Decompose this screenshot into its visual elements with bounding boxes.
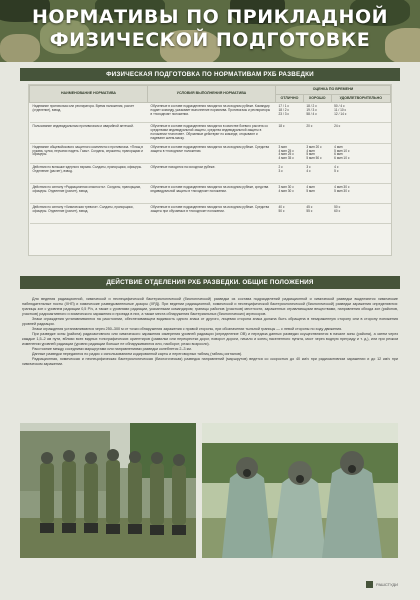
cell-excellent: 3 мин 4 мин 25 с 4 мин 25 с 4 мин 35 с <box>276 143 304 164</box>
photo-soldiers-in-gas-masks <box>20 423 196 558</box>
brand-name: РАШСТУДИ <box>376 582 398 587</box>
cell-name: Надевание общевойскового защитного комплекта и противогаза. «Плащ в рукава, чулки, перчатки надеть. Газы». Солдаты, сержанты, прапорщики и офицеры. <box>30 143 148 164</box>
section-title-general: ДЕЙСТВИЕ ОТДЕЛЕНИЯ РХБ РАЗВЕДКИ. ОБЩИЕ ПОЛОЖЕНИЯ <box>20 276 400 289</box>
table-row <box>30 143 391 164</box>
photo-soldiers-in-protective-suits <box>202 423 398 558</box>
col-header-grade-group: ОЦЕНКА ПО ВРЕМЕНИ <box>276 86 391 95</box>
table-row <box>30 103 391 123</box>
cell-satisfactory: 24 с <box>331 123 390 144</box>
paragraph: Знаки ограждения устанавливаются на расстоянии, обеспечивающем видимость одного знака от другого, лицевая сторона знака должна быть обращена в незараженную сторону или в сторону понижения уровней радиации. <box>22 317 398 326</box>
table-row <box>30 123 391 144</box>
cell-good: 4 мин 5 мин <box>303 184 331 204</box>
cell-excellent: 40 с 50 с <box>276 204 304 224</box>
cell-good: 3 мин 20 с 4 мин 5 мин 5 мин 50 с <box>303 143 331 164</box>
col-header-excellent: ОТЛИЧНО <box>276 95 304 103</box>
paragraph: Радиационная, химическая и неспецифическая бактериологическая (биологическая) разведка направлений (маршрутов) ведется со скоростью до 40 км/ч при радиоактивном заражении и до 12 км/ч при химическом заражении. <box>22 357 398 366</box>
page-title <box>0 6 420 52</box>
brand-logo <box>366 581 398 588</box>
cell-conditions: Обученные в составе подразделения находятся на исходном рубеже. Командир подает команду, указывает выполнение норматива. Противогазы и респираторы в «походном» положении. <box>148 103 276 123</box>
cell-conditions: Обученные в составе подразделения находятся на исходном рубеже. Средства защиты при обучаемых в «походном» положении. <box>148 204 276 224</box>
cell-conditions: Обученные находятся на исходном рубеже. <box>148 164 276 184</box>
cell-good: 3 с 4 с <box>303 164 331 184</box>
cell-satisfactory: 50 с 60 с <box>331 204 390 224</box>
standards-table <box>28 84 392 256</box>
standards-table-grid <box>29 85 391 224</box>
paragraph: Расстояние между соседними маршрутами или направлениями разведки колеблется 2–3 км. <box>32 347 192 351</box>
cell-good: 18 / 2 с 19 / 3 с 58 / 4 с <box>303 103 331 123</box>
cell-satisfactory: 4 с 5 с <box>331 164 390 184</box>
cell-satisfactory: 50 / 4 с 11 / 10 с 12 / 14 с <box>331 103 390 123</box>
cell-name: Действия по сигналу «Радиационная опасность». Солдаты, прапорщики, офицеры. Отделение (расчет), взвод. <box>30 184 148 204</box>
cell-good: 20 с <box>303 123 331 144</box>
cell-good: 45 с 55 с <box>303 204 331 224</box>
paragraph: Знаки ограждения устанавливаются через 250–300 м от точки обнаружения заражения с правой стороны, при обозначении тыльной границы — с левой стороны по ходу движения. <box>32 327 343 331</box>
cell-name: Надевание противогаза или респиратора. Время наложения, расчет (отделение), взвод. <box>30 103 148 123</box>
cell-name: Действия по вспышке ядерного взрыва. Солдаты, прапорщики, офицеры. Отделение (расчет), взвод. <box>30 164 148 184</box>
logo-icon <box>366 581 373 588</box>
cell-excellent: 17 / 1 с 18 / 2 с 23 / 3 с <box>276 103 304 123</box>
section-title-standards: ФИЗИЧЕСКАЯ ПОДГОТОВКА ПО НОРМАТИВАМ РХБ РАЗВЕДКИ <box>20 68 400 81</box>
title-line-1: НОРМАТИВЫ ПО ПРИКЛАДНОЙ <box>31 6 389 28</box>
col-header-good: ХОРОШО <box>303 95 331 103</box>
cell-satisfactory: 4 мин 5 мин 10 с 6 мин 6 мин 10 с <box>331 143 390 164</box>
cell-excellent: 3 мин 30 с 4 мин 30 с <box>276 184 304 204</box>
paragraph: Данные разведки передаются по радио с использованием кодированной карты и переговорных таблиц (таблиц сигналов). <box>32 352 243 356</box>
table-row <box>30 204 391 224</box>
photo-soldiers-illustration <box>20 423 196 558</box>
table-row <box>30 164 391 184</box>
table-row <box>30 184 391 204</box>
title-line-2: ФИЗИЧЕСКОЙ ПОДГОТОВКЕ <box>49 29 371 51</box>
cell-conditions: Обученные в составе подразделения находятся в качестве боевого расчета со средствами индивидуальной защиты, средства индивидуальной защиты в положении «наготове». Обучаемые действуют по команде, открывают и надевают шлем-маску. <box>148 123 276 144</box>
paragraph: Для ведения радиационной, химической и неспецифической бактериологической (биологической) разведки из состава подразделений радиационной и химической разведки выделяются химические наблюдательные посты (ХНП) и химические разведывательные дозоры (ХРД). При ведении радиационной, химической и неспецифической бактериологической (биологической) разведки заражения определяются: границы зон с уровнем радиации 0,5 Р/ч, а также с уровнями радиации, указанными командиром; границы районов (участков) местности, зараженных отравляющими веществами, направления обхода зон (районов, участков) радиоактивного и химического заражения и проезда в них, а также места обнаружения бактериальных (биологических) агрессоров. <box>22 297 398 316</box>
cell-name: Пользование индивидуальным противогазом и аварийной аптечкой. <box>30 123 148 144</box>
cell-conditions: Обученные в составе подразделения находятся на исходном рубеже. Средства защиты в «походном» положении. <box>148 143 276 164</box>
cell-excellent: 2 с 3 с <box>276 164 304 184</box>
photo-protective-suits-illustration <box>202 423 398 558</box>
col-header-conditions: УСЛОВИЯ ВЫПОЛНЕНИЯ НОРМАТИВА <box>148 86 276 103</box>
cell-conditions: Обученные в составе подразделения находятся на исходном рубеже, средства индивидуальной защиты в «походном» положении. <box>148 184 276 204</box>
cell-satisfactory: 4 мин 30 с 5 мин 30 с <box>331 184 390 204</box>
poster-header <box>0 0 420 62</box>
col-header-satisfactory: УДОВЛЕТВОРИТЕЛЬНО <box>331 95 390 103</box>
general-provisions-text <box>22 297 398 367</box>
paragraph: При разведке зоны (района) радиоактивного или химического заражения измерения уровней радиации (определение ОВ) и передача данных разведки осуществляются в начале зоны (района), а затем через каждые 1,5–2 км пути, вблизи всех видных топографических ориентиров (развилки или перекрестки дорог, поворот дороги, начало и конец населенного пункта, мост через водную преграду и т. д.), или при резком изменении уровней радиации (уровни радиации больше не обнаруживаются или, наоборот, резко возросли). <box>22 332 398 346</box>
cell-excellent: 18 с <box>276 123 304 144</box>
cell-name: Действия по сигналу «Химическая тревога». Солдаты, прапорщики, офицеры. Отделение (расчет), взвод. <box>30 204 148 224</box>
col-header-name: НАИМЕНОВАНИЕ НОРМАТИВА <box>30 86 148 103</box>
